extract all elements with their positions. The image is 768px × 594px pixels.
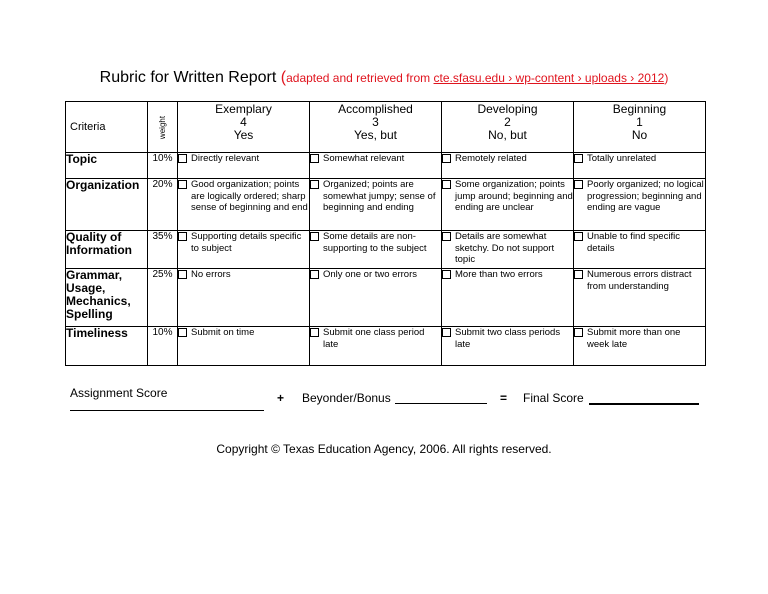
checkbox-icon[interactable] xyxy=(178,232,187,241)
level-score: 1 xyxy=(636,115,643,129)
plus-sign: + xyxy=(277,391,285,405)
cell-text: Good organization; points are logically ordered; sharp sense of beginning and end xyxy=(191,179,308,213)
rubric-cell xyxy=(574,179,706,231)
bonus-label: Beyonder/Bonus xyxy=(302,391,391,405)
cell-text: Some details are non-supporting to the subject xyxy=(323,231,427,254)
level-header xyxy=(310,102,442,153)
weight-cell: 25% xyxy=(148,269,178,327)
title-source xyxy=(281,71,669,85)
level-score: 4 xyxy=(240,115,247,129)
level-header xyxy=(178,102,310,153)
copyright-text: Copyright © Texas Education Agency, 2006. All rights reserved. xyxy=(216,442,552,456)
cell-text: Submit one class period late xyxy=(323,327,425,350)
source-link[interactable]: cte.sfasu.edu › wp-content › uploads › 2012 xyxy=(433,71,665,85)
cell-text: Submit on time xyxy=(191,327,255,338)
cell-text: Remotely related xyxy=(455,153,527,164)
cell-text: Numerous errors distract from understanding xyxy=(587,269,692,292)
table-row xyxy=(66,327,706,366)
checkbox-icon[interactable] xyxy=(442,154,451,163)
level-score: 2 xyxy=(504,115,511,129)
checkbox-icon[interactable] xyxy=(574,180,583,189)
checkbox-icon[interactable] xyxy=(178,154,187,163)
open-paren: ( xyxy=(280,69,287,86)
cell-text: Totally unrelated xyxy=(587,153,657,164)
rubric-cell xyxy=(178,179,310,231)
cell-text: Only one or two errors xyxy=(323,269,417,280)
source-prefix: adapted and retrieved from xyxy=(286,71,434,85)
cell-text: Some organization; points jump around; beginning and ending are unclear xyxy=(455,179,573,213)
score-footer xyxy=(0,386,768,416)
rubric-cell xyxy=(574,269,706,327)
rubric-cell xyxy=(310,231,442,269)
bonus-line[interactable] xyxy=(395,403,487,404)
cell-text: Submit more than one week late xyxy=(587,327,681,350)
checkbox-icon[interactable] xyxy=(574,328,583,337)
rubric-cell xyxy=(310,179,442,231)
checkbox-icon[interactable] xyxy=(310,180,319,189)
weight-header-label: weight xyxy=(158,115,167,140)
title-main: Rubric for Written Report xyxy=(99,69,277,86)
level-header xyxy=(442,102,574,153)
criteria-header: Criteria xyxy=(66,102,148,153)
cell-text: More than two errors xyxy=(455,269,543,280)
checkbox-icon[interactable] xyxy=(574,232,583,241)
criteria-cell: Timeliness xyxy=(66,327,148,366)
checkbox-icon[interactable] xyxy=(442,232,451,241)
checkbox-icon[interactable] xyxy=(178,270,187,279)
checkbox-icon[interactable] xyxy=(310,328,319,337)
cell-text: Submit two class periods late xyxy=(455,327,561,350)
checkbox-icon[interactable] xyxy=(178,180,187,189)
rubric-cell xyxy=(310,153,442,179)
level-desc: Yes, but xyxy=(354,128,397,142)
rubric-cell xyxy=(178,231,310,269)
rubric-cell xyxy=(442,179,574,231)
checkbox-icon[interactable] xyxy=(310,270,319,279)
document-title xyxy=(0,69,768,87)
rubric-cell xyxy=(442,153,574,179)
checkbox-icon[interactable] xyxy=(574,154,583,163)
rubric-cell xyxy=(310,327,442,366)
weight-cell: 10% xyxy=(148,327,178,366)
level-score: 3 xyxy=(372,115,379,129)
level-desc: No xyxy=(631,128,648,142)
final-score-line[interactable] xyxy=(589,403,699,405)
level-name: Accomplished xyxy=(338,102,413,116)
cell-text: Somewhat relevant xyxy=(323,153,405,164)
assignment-score-line[interactable] xyxy=(70,410,264,411)
final-score-label: Final Score xyxy=(523,391,584,405)
cell-text: Organized; points are somewhat jumpy; sense of beginning and ending xyxy=(323,179,436,213)
cell-text: Directly relevant xyxy=(191,153,260,164)
cell-text: Details are somewhat sketchy. Do not support topic xyxy=(455,231,555,265)
weight-header xyxy=(148,102,178,153)
rubric-table xyxy=(65,101,706,366)
checkbox-icon[interactable] xyxy=(310,232,319,241)
checkbox-icon[interactable] xyxy=(442,270,451,279)
level-desc: Yes xyxy=(233,128,254,142)
assignment-score-label: Assignment Score xyxy=(70,386,168,400)
header-row xyxy=(66,102,706,153)
table-row xyxy=(66,153,706,179)
weight-cell: 35% xyxy=(148,231,178,269)
criteria-cell: Organization xyxy=(66,179,148,231)
cell-text: Poorly organized; no logical progression; beginning and ending are vague xyxy=(587,179,704,213)
rubric-cell xyxy=(178,327,310,366)
criteria-cell: Grammar, Usage, Mechanics, Spelling xyxy=(66,269,148,327)
close-paren: ) xyxy=(664,71,669,85)
equals-sign: = xyxy=(500,391,508,405)
rubric-cell xyxy=(178,153,310,179)
cell-text: No errors xyxy=(191,269,231,280)
level-name: Exemplary xyxy=(215,102,272,116)
weight-cell: 20% xyxy=(148,179,178,231)
cell-text: Unable to find specific details xyxy=(587,231,680,254)
cell-text: Supporting details specific to subject xyxy=(191,231,302,254)
table-row xyxy=(66,179,706,231)
rubric-cell xyxy=(442,327,574,366)
rubric-cell xyxy=(310,269,442,327)
criteria-cell: Topic xyxy=(66,153,148,179)
level-name: Beginning xyxy=(612,102,667,116)
rubric-cell xyxy=(178,269,310,327)
level-name: Developing xyxy=(477,102,538,116)
rubric-cell xyxy=(574,231,706,269)
rubric-cell xyxy=(574,327,706,366)
table-row xyxy=(66,231,706,269)
table-row xyxy=(66,269,706,327)
checkbox-icon[interactable] xyxy=(442,328,451,337)
weight-cell: 10% xyxy=(148,153,178,179)
rubric-cell xyxy=(442,231,574,269)
rubric-cell xyxy=(442,269,574,327)
checkbox-icon[interactable] xyxy=(310,154,319,163)
checkbox-icon[interactable] xyxy=(178,328,187,337)
level-header xyxy=(574,102,706,153)
level-desc: No, but xyxy=(488,128,527,142)
checkbox-icon[interactable] xyxy=(442,180,451,189)
checkbox-icon[interactable] xyxy=(574,270,583,279)
rubric-cell xyxy=(574,153,706,179)
criteria-cell: Quality of Information xyxy=(66,231,148,269)
